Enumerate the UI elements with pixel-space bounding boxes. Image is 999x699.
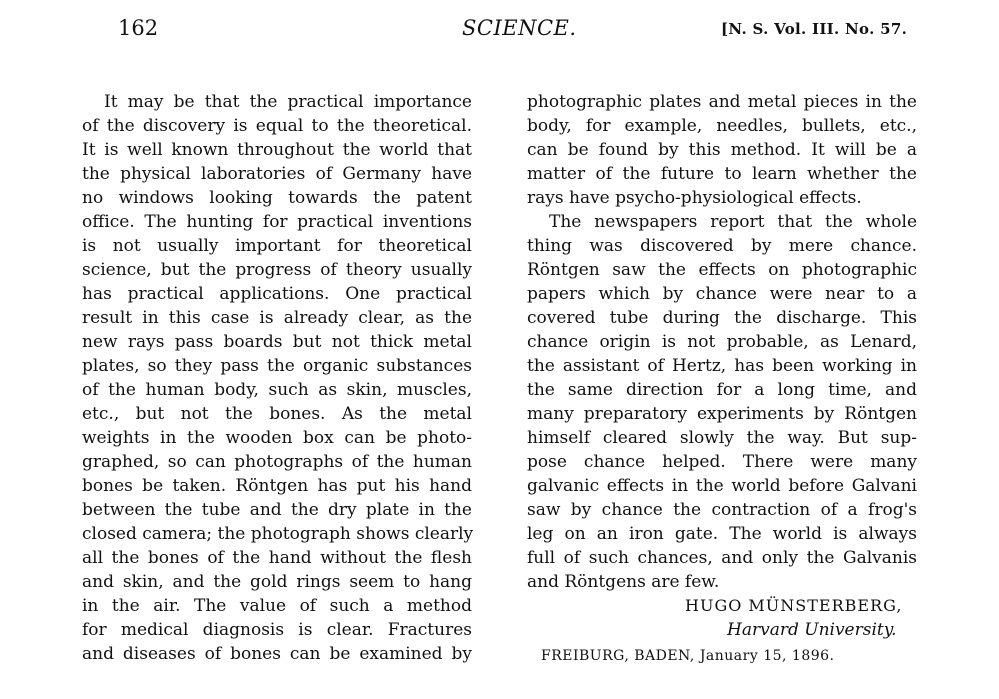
text-line: the assistant of Hertz, has been working in xyxy=(527,356,917,376)
text-line: office. The hunting for practical inventions xyxy=(82,212,472,232)
text-line: all the bones of the hand without the flesh xyxy=(82,548,472,568)
text-line: weights in the wooden box can be photo- xyxy=(82,428,472,448)
text-line: no windows looking towards the patent xyxy=(82,188,472,208)
text-line: thing was discovered by mere chance. xyxy=(527,236,917,256)
text-line: and skin, and the gold rings seem to hang xyxy=(82,572,472,592)
right-column xyxy=(527,90,917,668)
journal-title: SCIENCE. xyxy=(462,16,577,40)
text-line: and Röntgens are few. xyxy=(527,572,720,592)
text-line: bones be taken. Röntgen has put his hand xyxy=(82,476,472,496)
text-line: plates, so they pass the organic substances xyxy=(82,356,472,376)
text-line: is not usually important for theoretical xyxy=(82,236,472,256)
text-line: between the tube and the dry plate in the xyxy=(82,500,472,520)
text-line: chance origin is not probable, as Lenard, xyxy=(527,332,917,352)
dateline: FREIBURG, BADEN, January 15, 1896. xyxy=(541,648,835,664)
text-line: can be found by this method. It will be a xyxy=(527,140,917,160)
text-line: body, for example, needles, bullets, etc., xyxy=(527,116,917,136)
volume-info: [N. S. Vol. III. No. 57. xyxy=(721,20,908,38)
text-line: full of such chances, and only the Galvanis xyxy=(527,548,917,568)
page-number: 162 xyxy=(118,16,159,40)
text-line: new rays pass boards but not thick metal xyxy=(82,332,472,352)
text-line: galvanic effects in the world before Galvani xyxy=(527,476,917,496)
text-line: photographic plates and metal pieces in the xyxy=(527,92,917,112)
text-line: closed camera; the photograph shows clearly xyxy=(82,524,474,544)
text-line: pose chance helped. There were many xyxy=(527,452,917,472)
text-line: and diseases of bones can be examined by xyxy=(82,644,472,664)
text-line: of the human body, such as skin, muscles, xyxy=(82,380,472,400)
left-column xyxy=(82,90,472,666)
text-line: It is well known throughout the world that xyxy=(82,140,472,160)
text-line: many preparatory experiments by Röntgen xyxy=(527,404,917,424)
text-line: The newspapers report that the whole xyxy=(549,212,917,232)
author-affiliation: Harvard University. xyxy=(727,620,897,640)
text-line: in the air. The value of such a method xyxy=(82,596,472,616)
text-line: covered tube during the discharge. This xyxy=(527,308,917,328)
text-line: rays have psycho-physiological effects. xyxy=(527,188,862,208)
text-line: for medical diagnosis is clear. Fractures xyxy=(82,620,472,640)
text-line: the physical laboratories of Germany have xyxy=(82,164,472,184)
text-line: Röntgen saw the effects on photographic xyxy=(527,260,917,280)
text-line: It may be that the practical importance xyxy=(104,92,472,112)
text-line: leg on an iron gate. The world is always xyxy=(527,524,917,544)
text-line: papers which by chance were near to a xyxy=(527,284,917,304)
text-line: has practical applications. One practical xyxy=(82,284,472,304)
text-line: matter of the future to learn whether the xyxy=(527,164,917,184)
text-line: graphed, so can photographs of the human xyxy=(82,452,472,472)
text-line: the same direction for a long time, and xyxy=(527,380,917,400)
text-line: result in this case is already clear, as the xyxy=(82,308,472,328)
author-name: HUGO MÜNSTERBERG, xyxy=(685,596,903,615)
text-line: himself cleared slowly the way. But sup- xyxy=(527,428,917,448)
page-header xyxy=(0,10,999,42)
text-line: etc., but not the bones. As the metal xyxy=(82,404,472,424)
text-line: saw by chance the contraction of a frog's xyxy=(527,500,917,520)
text-line: of the discovery is equal to the theoretical. xyxy=(82,116,472,136)
text-line: science, but the progress of theory usually xyxy=(82,260,472,280)
